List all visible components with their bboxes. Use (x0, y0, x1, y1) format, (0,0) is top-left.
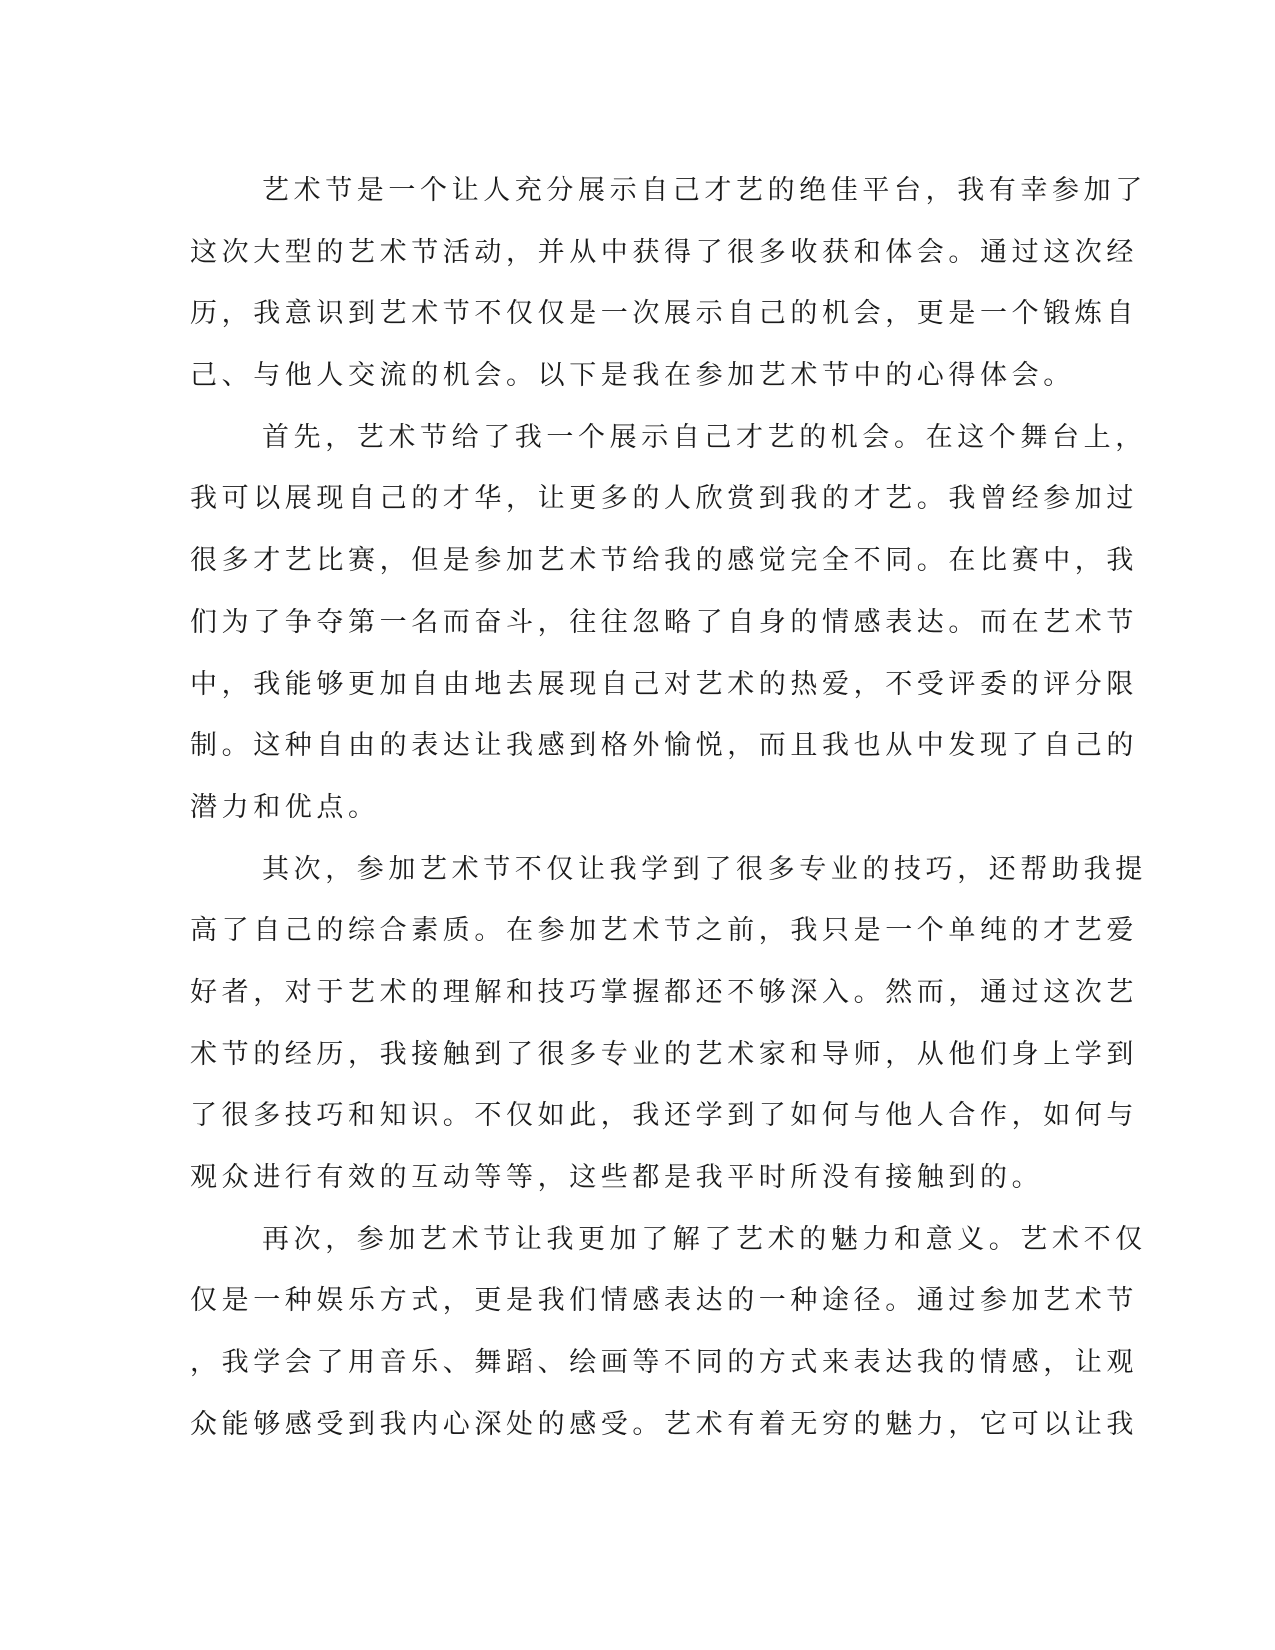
text-line: 首先，艺术节给了我一个展示自己才艺的机会。在这个舞台上， (262, 421, 1147, 453)
text-line: 众能够感受到我内心深处的感受。艺术有着无穷的魅力，它可以让我 (190, 1408, 1138, 1440)
text-line: 我可以展现自己的才华，让更多的人欣赏到我的才艺。我曾经参加过 (190, 483, 1138, 515)
text-line: 了很多技巧和知识。不仅如此，我还学到了如何与他人合作，如何与 (190, 1100, 1138, 1132)
text-line: 高了自己的综合素质。在参加艺术节之前，我只是一个单纯的才艺爱 (190, 915, 1138, 947)
text-line: 历，我意识到艺术节不仅仅是一次展示自己的机会，更是一个锻炼自 (190, 298, 1138, 330)
text-line: 术节的经历，我接触到了很多专业的艺术家和导师，从他们身上学到 (190, 1038, 1138, 1070)
paragraph-1 (190, 160, 1147, 407)
text-line: 己、与他人交流的机会。以下是我在参加艺术节中的心得体会。 (190, 360, 1075, 392)
text-line: 观众进行有效的互动等等，这些都是我平时所没有接触到的。 (190, 1162, 1044, 1193)
text-line: 制。这种自由的表达让我感到格外愉悦，而且我也从中发现了自己的 (190, 730, 1138, 762)
text-line: 中，我能够更加自由地去展现自己对艺术的热爱，不受评委的评分限 (190, 668, 1138, 700)
paragraph-3 (190, 839, 1147, 1209)
document-body (190, 160, 1147, 1455)
paragraph-4 (190, 1209, 1147, 1456)
text-line: 其次，参加艺术节不仅让我学到了很多专业的技巧，还帮助我提 (262, 853, 1147, 885)
text-line: 再次，参加艺术节让我更加了解了艺术的魅力和意义。艺术不仅 (262, 1223, 1147, 1255)
text-line: 好者，对于艺术的理解和技巧掌握都还不够深入。然而，通过这次艺 (190, 976, 1138, 1008)
text-line: 仅是一种娱乐方式，更是我们情感表达的一种途径。通过参加艺术节 (190, 1285, 1138, 1317)
text-line: 这次大型的艺术节活动，并从中获得了很多收获和体会。通过这次经 (190, 236, 1138, 268)
text-line: 们为了争夺第一名而奋斗，往往忽略了自身的情感表达。而在艺术节 (190, 606, 1138, 638)
text-line: 潜力和优点。 (190, 791, 380, 823)
text-line: 艺术节是一个让人充分展示自己才艺的绝佳平台，我有幸参加了 (262, 175, 1147, 206)
paragraph-2 (190, 407, 1147, 839)
text-line: 很多才艺比赛，但是参加艺术节给我的感觉完全不同。在比赛中，我 (190, 545, 1138, 577)
text-line: ，我学会了用音乐、舞蹈、绘画等不同的方式来表达我的情感，让观 (190, 1347, 1138, 1379)
